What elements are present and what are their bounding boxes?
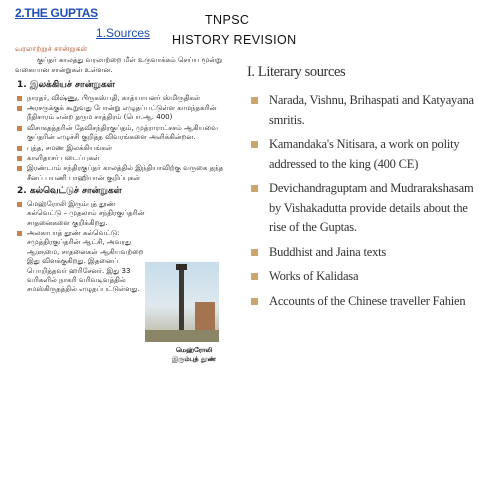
- page-title[interactable]: 2.THE GUPTAS: [15, 6, 98, 20]
- pillar-shaft: [179, 268, 184, 334]
- list-item: Accounts of the Chinese traveller Fahien: [247, 292, 475, 312]
- topic-line-tnpsc: TNPSC: [205, 13, 250, 27]
- tamil-section-title: வரலாற்றுச் சான்றுகள்: [15, 44, 88, 53]
- list-item: Narada, Vishnu, Brihaspati and Katyayana smritis.: [247, 91, 475, 130]
- tamil-literary-list: [15, 94, 225, 184]
- pillar-capital: [176, 264, 187, 270]
- list-item: புத்த, சமண இலக்கியங்கள்: [15, 144, 225, 153]
- tamil-intro: குப்தர் காலத்து வரலாற்றை மீள் உருவாக்கம் செய்ய மூன்று வகையான சான்றுகள் உள்ளன.: [15, 56, 222, 74]
- list-item: Devichandraguptam and Mudrarakshasam by Vishakadutta provide details about the rise of the Guptas.: [247, 179, 475, 238]
- tamil-inscription-list: [15, 200, 145, 295]
- list-item: மெஹ்ரோலி இரும்புத் தூண் கல்வெட்டு – முதலாம் சந்திரகுப்தரின் சாதனைகளை குறிக்கிறது.: [15, 200, 145, 228]
- list-item: அரசருக்குக் கூறுவது போன்று எழுதப்பட்டுள்ள காமந்தகரின் நீதிசாரம் என்ற தரும சாத்திரம் (பொ.ஆ. 400): [15, 104, 225, 123]
- list-item: விசாகதத்தரின் தேவிசந்திரகுப்தம், முத்ராராட்சசம் ஆகியவை குப்தரின் எழுச்சி குறித்த விவரங்களை அளிக்கின்றன.: [15, 124, 225, 143]
- image-caption-line1: மெஹ்ரோலி: [175, 346, 213, 354]
- list-item: அலகாபாத் தூண் கல்வெட்டு: சமுத்திரகுப்தரின் ஆட்சி, அவரது ஆளுமை, சாதனைகள் ஆகியவற்றை இது விளக்குகிறது. இதனைப் பொறித்தவர் ஹரிசேனர். இது 33 வரிகளில் நாகரி வரிவடிவத்தில் சமஸ்கிருதத்தில் எழுதப்பட்டுள்ளது.: [15, 229, 145, 295]
- list-item: இரண்டாம் சந்திரகுப்தர் காலத்தில் இந்தியாவிற்கு வருகை தந்த சீனப் பயணி பாஹியான் குறிப்புகள்: [15, 164, 225, 183]
- image-caption-line2: இரும்புத் தூண்: [171, 355, 217, 363]
- section-link-sources[interactable]: 1.Sources: [96, 26, 151, 40]
- list-item: Kamandaka's Nitisara, a work on polity addressed to the king (400 CE): [247, 135, 475, 174]
- tamil-heading-inscriptions: 2. கல்வெட்டுச் சான்றுகள்: [17, 186, 122, 197]
- list-item: காளிதாசர் படைப்புகள்: [15, 154, 225, 163]
- english-literary-list: [247, 91, 475, 311]
- image-caption: [168, 346, 220, 364]
- iron-pillar-image: [145, 262, 219, 342]
- list-item: Works of Kalidasa: [247, 267, 475, 287]
- ground: [145, 330, 219, 342]
- english-heading-literary: I. Literary sources: [247, 64, 346, 80]
- topic-line-history-revision: HISTORY REVISION: [172, 33, 297, 46]
- tamil-heading-literary: 1. இலக்கியச் சான்றுகள்: [17, 80, 115, 91]
- tamil-column: [15, 44, 225, 476]
- list-item: Buddhist and Jaina texts: [247, 243, 475, 263]
- list-item: நாரதர், விஷ்ணு, பிருகஸ்பதி, காத்யாயனர் ஸ்மிருதிகள்: [15, 94, 225, 103]
- english-column: [247, 64, 475, 316]
